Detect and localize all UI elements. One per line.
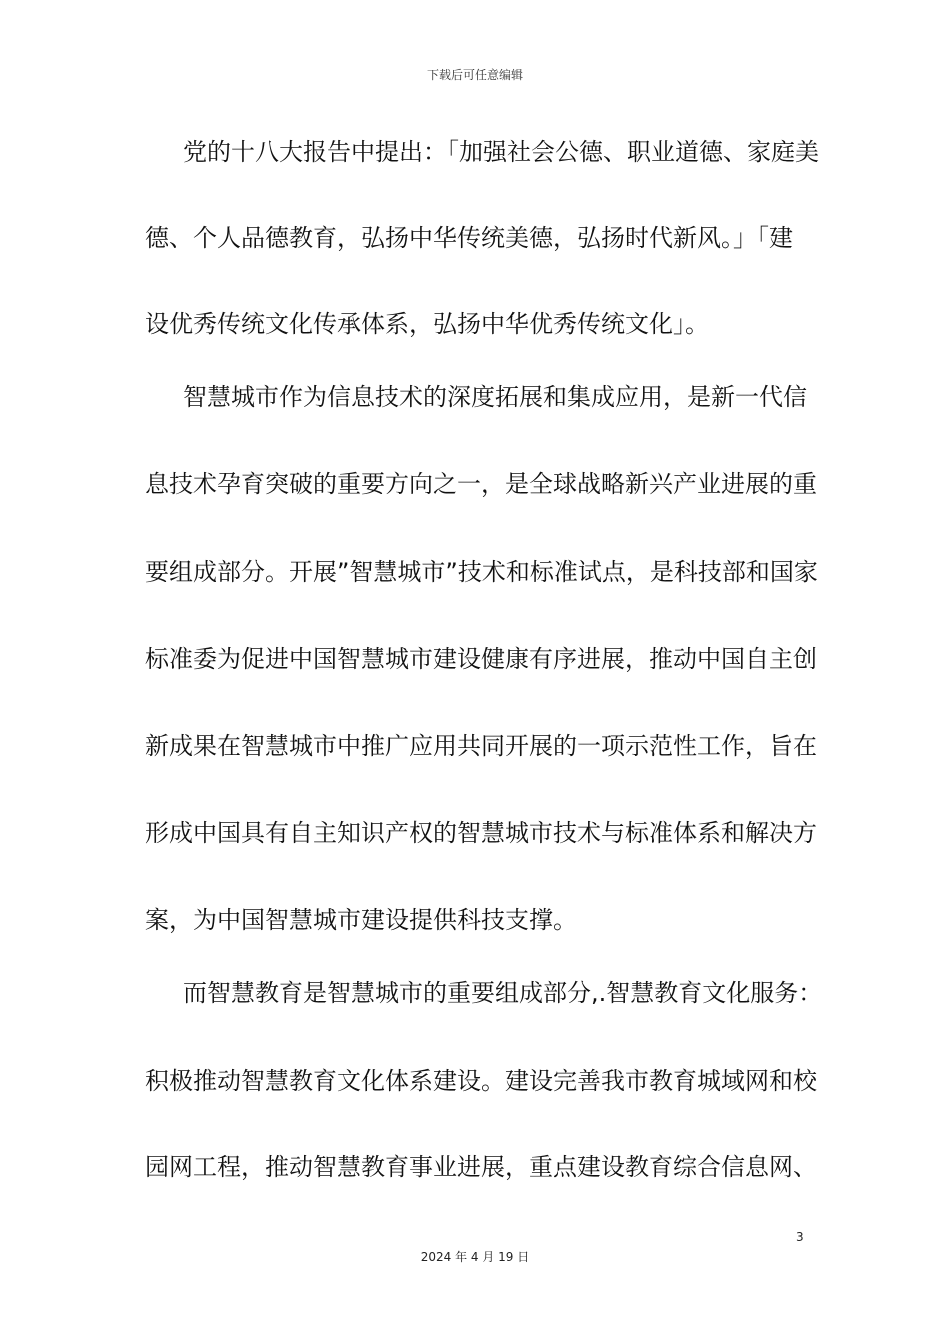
paragraph-line: 标准委为促进中国智慧城市建设健康有序进展，推动中国自主创 [145, 645, 817, 673]
paragraph-line: 而智慧教育是智慧城市的重要组成部分,.智慧教育文化服务： [183, 979, 823, 1007]
paragraph-line: 要组成部分。开展”智慧城市”技术和标准试点，是科技部和国家 [145, 558, 818, 586]
paragraph-line: 积极推动智慧教育文化体系建设。建设完善我市教育城域网和校 [145, 1067, 817, 1095]
paragraph-line: 德、个人品德教育，弘扬中华传统美德，弘扬时代新风。」「建 [145, 224, 793, 252]
paragraph-line: 园网工程，推动智慧教育事业进展，重点建设教育综合信息网、 [145, 1153, 817, 1181]
paragraph-line: 党的十八大报告中提出：「加强社会公德、职业道德、家庭美 [183, 138, 819, 166]
paragraph-line: 新成果在智慧城市中推广应用共同开展的一项示范性工作，旨在 [145, 732, 817, 760]
paragraph-line: 设优秀传统文化传承体系，弘扬中华优秀传统文化」。 [145, 310, 709, 338]
paragraph-line: 案，为中国智慧城市建设提供科技支撑。 [145, 906, 577, 934]
paragraph-line: 智慧城市作为信息技术的深度拓展和集成应用，是新一代信 [183, 383, 807, 411]
page-number: 3 [796, 1230, 804, 1244]
paragraph-line: 息技术孕育突破的重要方向之一，是全球战略新兴产业进展的重 [145, 470, 817, 498]
footer-date: 2024 年 4 月 19 日 [420, 1250, 530, 1264]
page-header: 下载后可任意编辑 [426, 68, 523, 82]
paragraph-line: 形成中国具有自主知识产权的智慧城市技术与标准体系和解决方 [145, 819, 817, 847]
